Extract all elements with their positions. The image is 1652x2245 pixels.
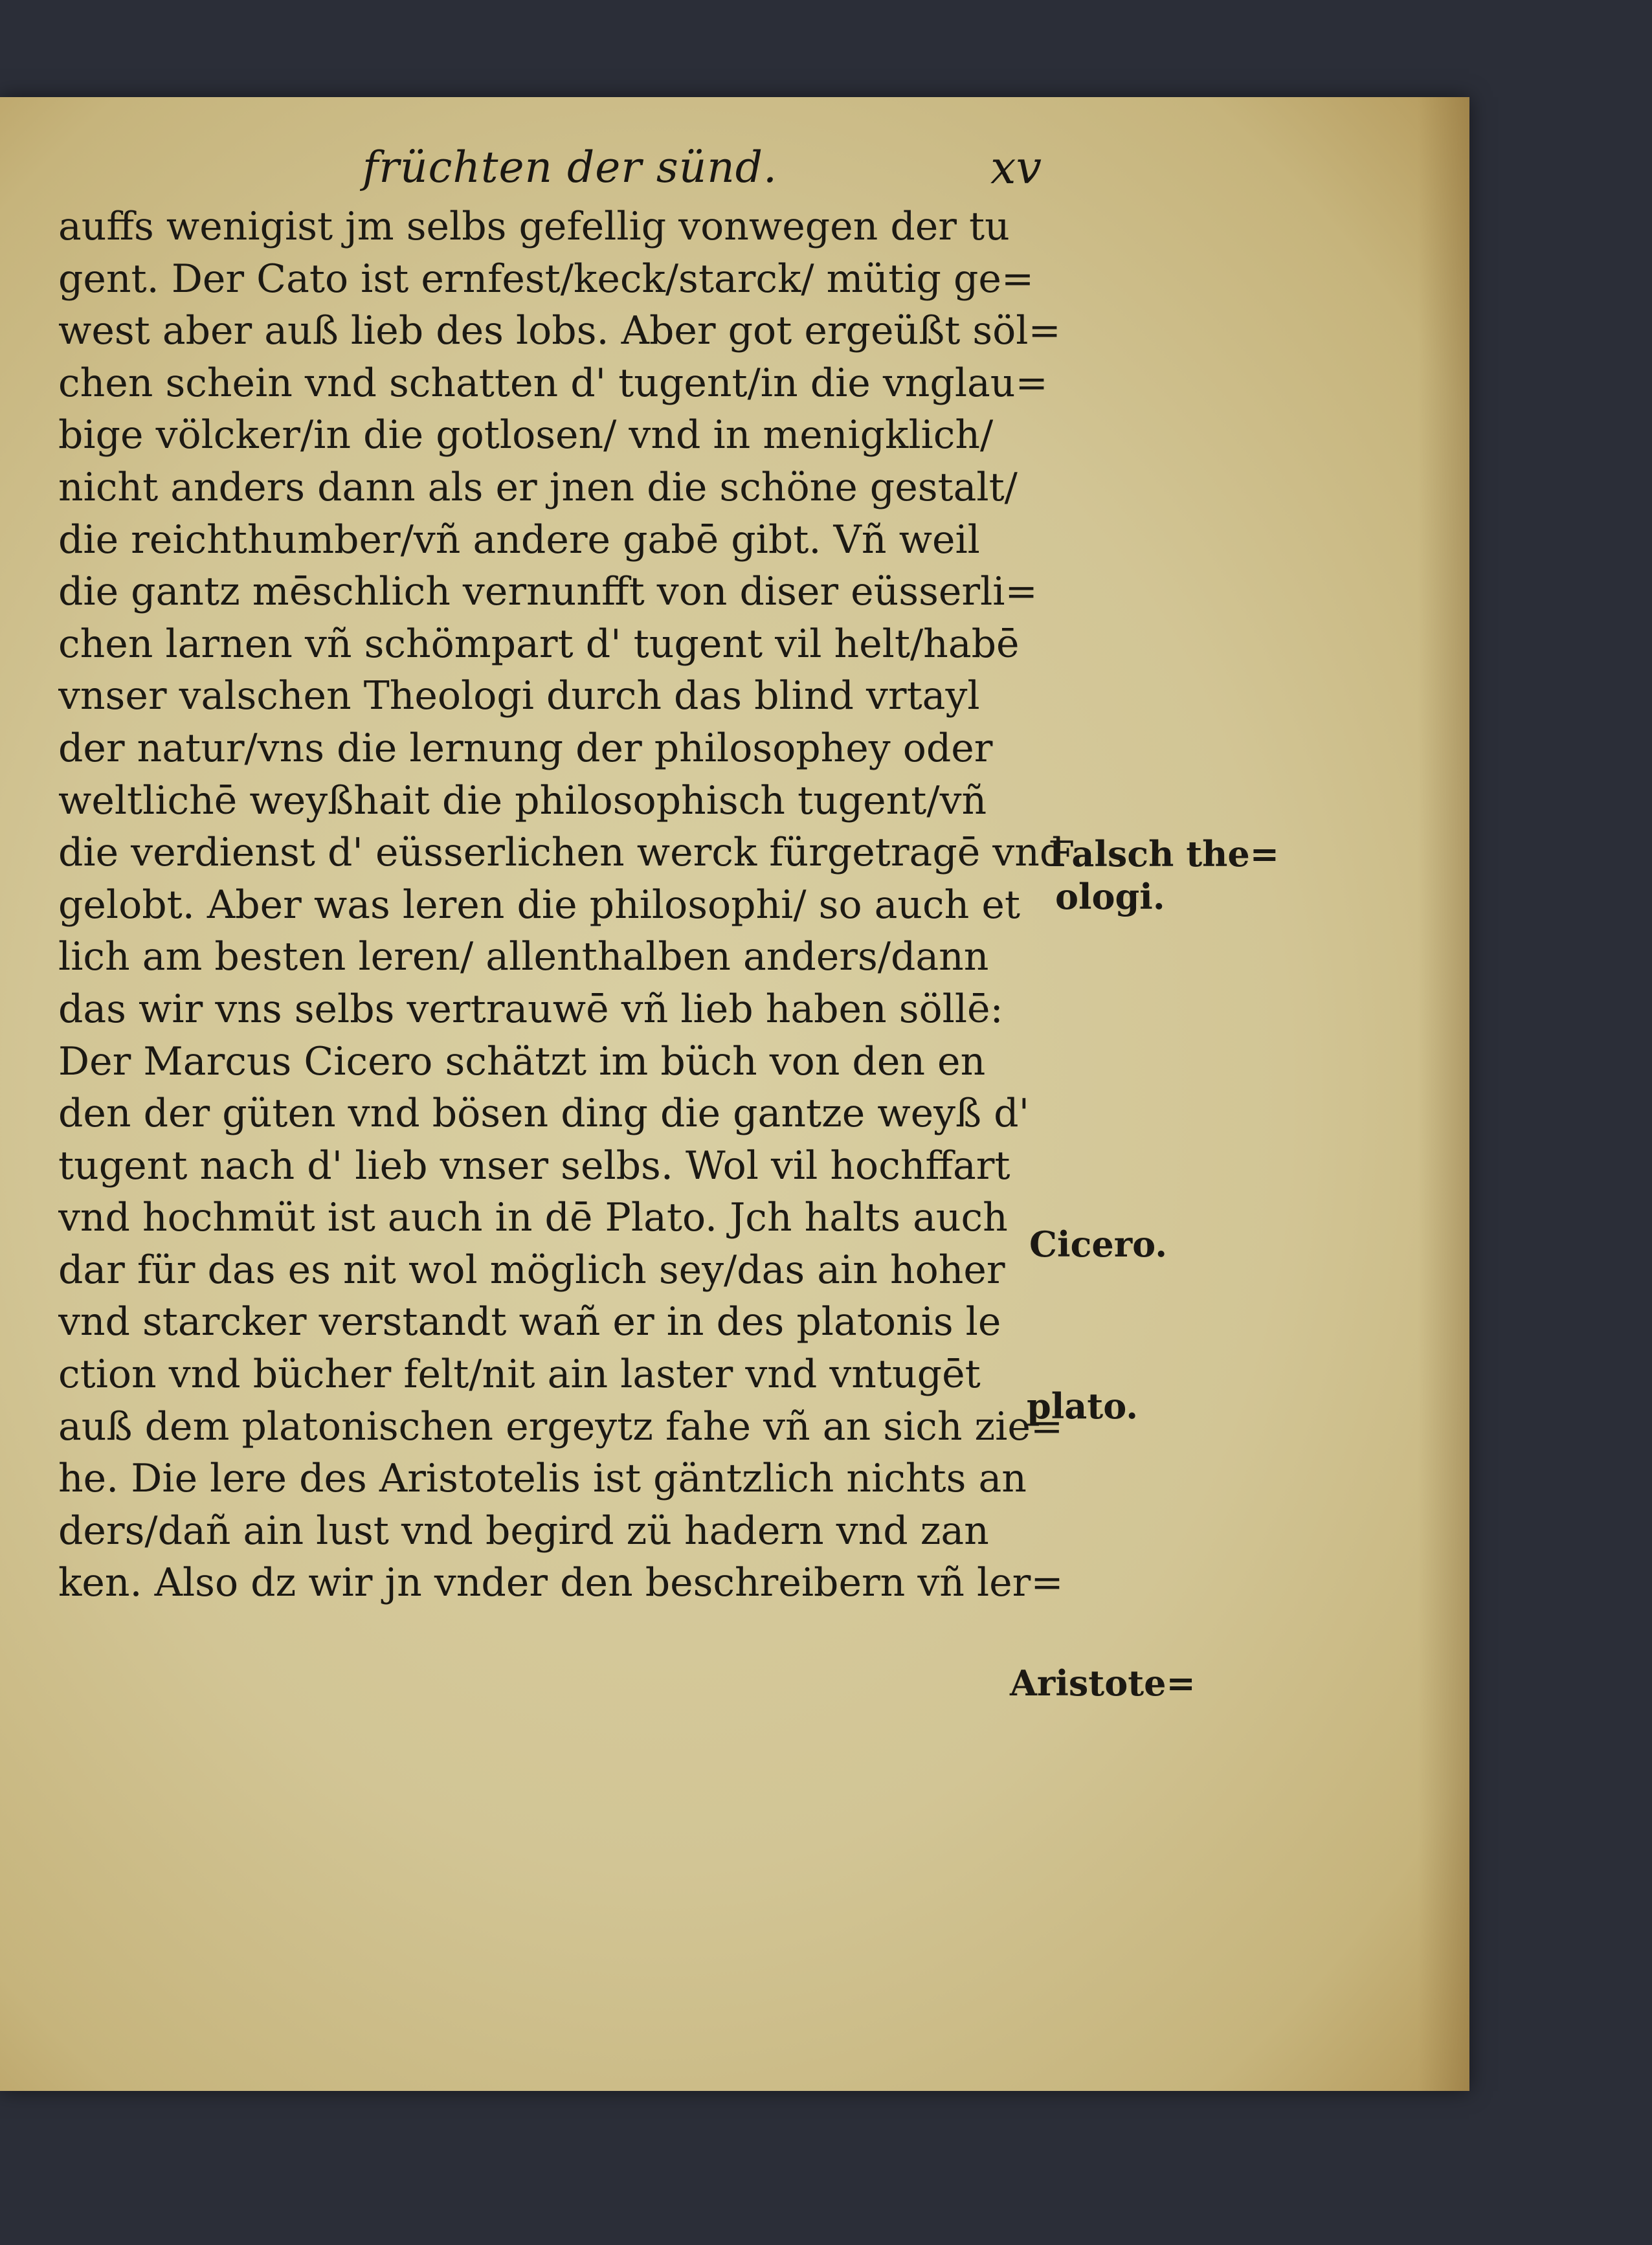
text-line: gent. Der Cato ist ernfest/keck/starck/ mütig ge= xyxy=(58,256,1034,302)
running-head: früchten der sünd. xyxy=(363,142,777,192)
text-line: gelobt. Aber was leren die philosophi/ so auch et xyxy=(58,882,1020,928)
text-line: vnser valschen Theologi durch das blind vrtayl xyxy=(58,673,980,719)
text-line: weltlichē weyßhait die philosophisch tugent/vñ xyxy=(58,777,987,823)
text-line: he. Die lere des Aristotelis ist gäntzlich nichts an xyxy=(58,1456,1027,1502)
text-line: dar für das es nit wol möglich sey/das ain hoher xyxy=(58,1247,1005,1293)
text-line: nicht anders dann als er jnen die schöne gestalt/ xyxy=(58,464,1018,510)
marginal-note-plato: plato. xyxy=(1027,1385,1139,1427)
text-line: lich am besten leren/ allenthalben anders/dann xyxy=(58,934,989,980)
marginal-note-falsch-theologi xyxy=(1049,832,1279,918)
folio-number: xv xyxy=(990,141,1042,194)
text-line: tugent nach d' lieb vnser selbs. Wol vil hochffart xyxy=(58,1143,1010,1189)
text-line: ction vnd bücher felt/nit ain laster vnd vntugēt xyxy=(58,1352,981,1398)
marginal-line: ologi. xyxy=(1055,876,1165,917)
text-line: die reichthumber/vñ andere gabē gibt. Vñ weil xyxy=(58,517,980,563)
text-line: Der Marcus Cicero schätzt im büch von den en xyxy=(58,1038,986,1084)
text-line: west aber auß lieb des lobs. Aber got ergeüßt söl= xyxy=(58,308,1061,354)
text-line: die gantz mēschlich vernunfft von diser eüsserli= xyxy=(58,569,1038,615)
text-line: auffs wenigist jm selbs gefellig vonwegen der tu xyxy=(58,204,1010,249)
text-line: bige völcker/in die gotlosen/ vnd in menigklich/ xyxy=(58,412,994,458)
text-line: die verdienst d' eüsserlichen werck fürgetragē vnd xyxy=(58,830,1065,876)
text-line: ken. Also dz wir jn vnder den beschreibern vñ ler= xyxy=(58,1560,1064,1606)
marginal-note-cicero: Cicero. xyxy=(1029,1223,1168,1265)
text-line: vnd hochmüt ist auch in dē Plato. Jch halts auch xyxy=(58,1195,1008,1241)
text-line: ders/dañ ain lust vnd begird zü hadern vnd zan xyxy=(58,1508,989,1554)
text-line: chen schein vnd schatten d' tugent/in die vnglau= xyxy=(58,360,1048,406)
text-line: das wir vns selbs vertrauwē vñ lieb haben söllē: xyxy=(58,986,1003,1032)
text-line: den der güten vnd bösen ding die gantze weyß d' xyxy=(58,1091,1030,1137)
text-line: vnd starcker verstandt wañ er in des platonis le xyxy=(58,1299,1001,1345)
text-line: chen larnen vñ schömpart d' tugent vil helt/habē xyxy=(58,621,1020,667)
marginal-note-aristoteles: Aristote= xyxy=(1010,1662,1196,1704)
body-text xyxy=(58,201,1068,1609)
text-line: der natur/vns die lernung der philosophey oder xyxy=(58,725,993,771)
text-line: auß dem platonischen ergeytz fahe vñ an sich zie= xyxy=(58,1403,1064,1449)
marginal-line: Falsch the= xyxy=(1049,833,1280,875)
